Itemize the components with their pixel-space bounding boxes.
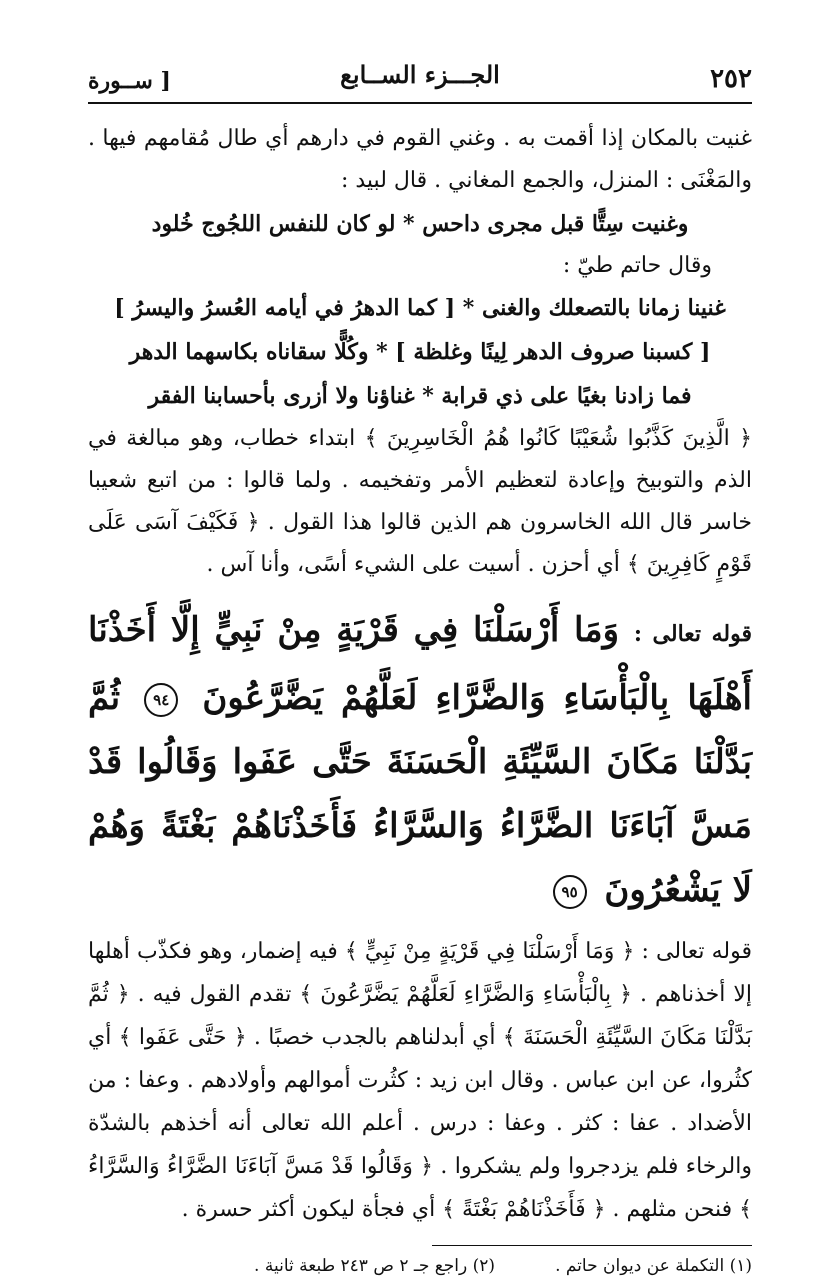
- footnote-1: (١) التكملة عن ديوان حاتم .: [555, 1256, 752, 1276]
- footnote-2: (٢) راجع جـ ٢ ص ٢٤٣ طبعة ثانية .: [254, 1256, 496, 1276]
- poem-hatim-line-1: غنينا زمانا بالتصعلك والغنى * [ كما الدهرُ في أيامه العُسرُ واليسرُ ]: [114, 295, 726, 321]
- tafsir-paragraph: قوله تعالى : ﴿ وَمَا أَرْسَلْنَا فِي قَرْيَةٍ مِنْ نَبِيٍّ ﴾ فيه إضمار، وهو فكذّب أهلها إلا أخذناهم . ﴿ بِالْبَأْسَاءِ وَالضَّرَّاءِ لَعَلَّهُمْ يَضَّرَّعُونَ ﴾ تقدم القول فيه . ﴿ ثُمَّ بَدَّلْنَا مَكَانَ السَّيِّئَةِ الْحَسَنَةَ ﴾ أي أبدلناهم بالجدب خصبًا . ﴿ حَتَّى عَفَوا ﴾ أي كثُروا، عن ابن عباس . وقال ابن زيد : كثُرت أموالهم وأولادهم . وعفا : من الأضداد . عفا : كثر . وعفا : درس . أعلم الله تعالى أنه أخذهم بالشدّة والرخاء فلم يزدجروا ولم يشكروا . ﴿ وَقَالُوا قَدْ مَسَّ آبَاءَنَا الضَّرَّاءُ وَالسَّرَّاءُ ﴾ فنحن مثلهم . ﴿ فَأَخَذْنَاهُمْ بَغْتَةً ﴾ أي فجأة ليكون أكثر حسرة .: [88, 939, 752, 1222]
- ayah-marker-95: ٩٥: [553, 875, 587, 909]
- verse-lead: قوله تعالى :: [633, 621, 752, 647]
- footnotes: [88, 1252, 752, 1280]
- poem-intro-hatim: وقال حاتم طيّ :: [562, 253, 712, 278]
- footnote-rule: [432, 1245, 752, 1246]
- verse-text-95: ثُمَّ بَدَّلْنَا مَكَانَ السَّيِّئَةِ الْحَسَنَةَ حَتَّى عَفَوا وَقَالُوا قَدْ مَسَّ آبَاءَنَا الضَّرَّاءُ وَالسَّرَّاءُ فَأَخَذْنَاهُمْ بَغْتَةً وَهُمْ لَا يَشْعُرُونَ: [88, 678, 752, 910]
- page-header: [88, 60, 752, 94]
- header-rule: [88, 102, 752, 104]
- quran-verse-block: [88, 598, 752, 922]
- paragraph-1: غنيت بالمكان إذا أقمت به . وغني القوم في دارهم أي طال مُقامهم فيها . والمَغْنَى : المنزل، والجمع المغاني . قال لبيد :: [88, 126, 752, 193]
- part-title: الجـــزء الســابع: [340, 60, 500, 89]
- surah-label: [ ســورة: [88, 68, 171, 94]
- poem-lebid: وغنيت سِتًّا قبل مجرى داحس * لو كان للنفس اللجُوج خُلود: [151, 211, 689, 237]
- page-number: ٢٥٢: [710, 64, 752, 94]
- paragraph-2: ﴿ الَّذِينَ كَذَّبُوا شُعَيْبًا كَانُوا هُمُ الْخَاسِرِينَ ﴾ ابتداء خطاب، وهو مبالغة في الذم والتوبيخ وإعادة لتعظيم الأمر وتفخيمه . ولما قالوا : من اتبع شعيبا خاسر قال الله الخاسرون هم الذين قالوا هذا القول . ﴿ فَكَيْفَ آسَى عَلَى قَوْمٍ كَافِرِينَ ﴾ أي أحزن . أسيت على الشيء أسًى، وأنا آس .: [88, 426, 752, 577]
- ayah-marker-94: ٩٤: [144, 683, 178, 717]
- poem-hatim-line-3: فما زادنا بغيًا على ذي قرابة * غناؤنا ولا أزرى بأحسابنا الفقر: [148, 383, 692, 409]
- poem-hatim-line-2: [ كسبنا صروف الدهر لِينًا وغلظة ] * وكُلًّا سقاناه بكاسهما الدهر: [129, 339, 711, 365]
- verse-text-94: وَمَا أَرْسَلْنَا فِي قَرْيَةٍ مِنْ نَبِيٍّ إِلَّا أَخَذْنَا أَهْلَهَا بِالْبَأْسَاءِ وَالضَّرَّاءِ لَعَلَّهُمْ يَضَّرَّعُونَ: [88, 610, 752, 718]
